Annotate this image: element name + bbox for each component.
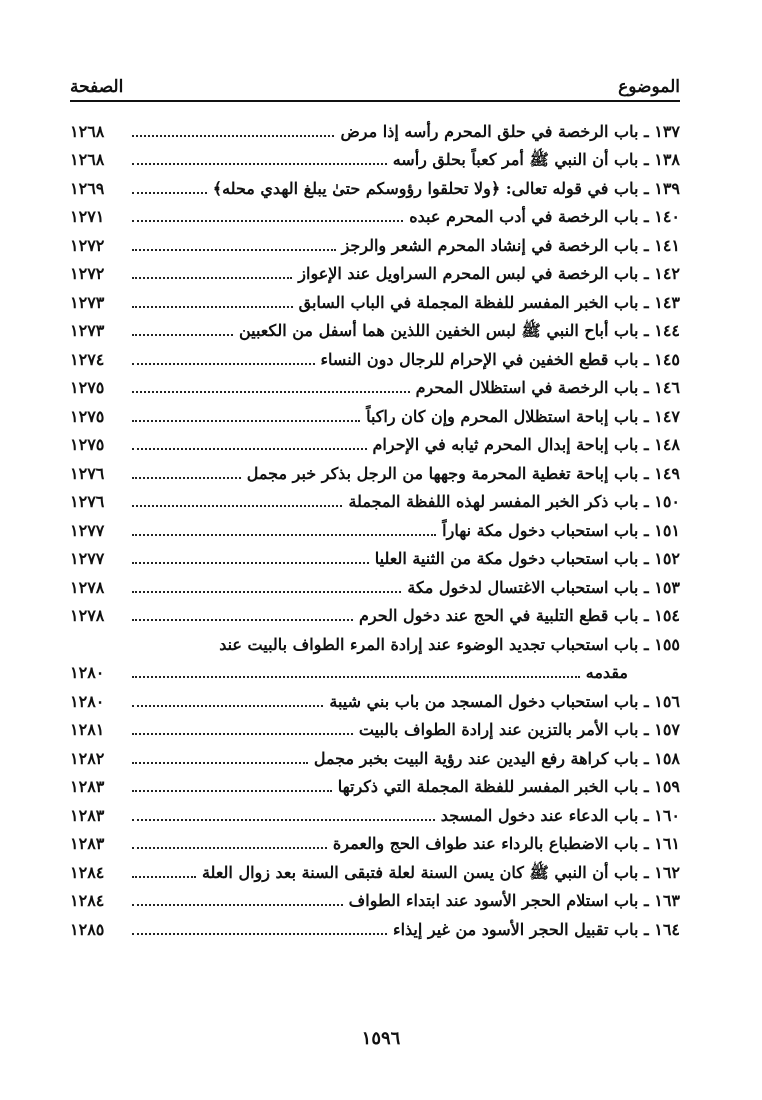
toc-entry	[70, 854, 680, 883]
toc-entry-page: ١٢٧٨	[70, 606, 105, 625]
toc-entry-page: ١٢٧٦	[70, 492, 105, 511]
dot-leader	[132, 534, 436, 536]
toc-entry-page: ١٢٧٦	[70, 463, 105, 483]
toc-entry-title: ١٥٤ ـ باب قطع التلبية في الحج عند دخول الحرم	[359, 606, 680, 625]
toc-entry	[70, 683, 680, 712]
toc-entry	[70, 170, 680, 199]
toc-entry-title: ١٦٤ ـ باب تقبيل الحجر الأسود من غير إيذاء	[393, 919, 680, 939]
toc-entry	[70, 883, 680, 912]
dot-leader	[132, 733, 353, 735]
toc-entry	[70, 398, 680, 427]
toc-entry-page: ١٢٨٣	[70, 777, 105, 796]
dot-leader	[132, 334, 233, 336]
dot-leader	[132, 790, 332, 792]
toc-entry-page: ١٢٨٣	[70, 834, 105, 853]
toc-entry-page: ١٢٨٢	[70, 748, 105, 768]
toc-entry-page: ١٢٧٤	[70, 349, 105, 369]
toc-entry	[70, 227, 680, 256]
toc-entry	[70, 113, 680, 142]
dot-leader	[132, 505, 342, 507]
table-of-contents	[70, 113, 680, 940]
toc-entry	[70, 541, 680, 570]
dot-leader	[132, 904, 343, 906]
toc-entry	[70, 313, 680, 342]
dot-leader	[132, 220, 403, 222]
toc-entry	[70, 370, 680, 399]
toc-entry	[70, 341, 680, 370]
toc-entry-page: ١٢٨٣	[70, 805, 105, 825]
toc-entry	[70, 712, 680, 741]
toc-entry-title: ١٤١ ـ باب الرخصة في إنشاد المحرم الشعر والرجز	[341, 235, 680, 255]
dot-leader	[132, 762, 308, 764]
toc-entry-page: ١٢٧٢	[70, 235, 105, 255]
dot-leader	[132, 391, 410, 393]
toc-entry	[70, 826, 680, 855]
dot-leader	[132, 363, 315, 365]
dot-leader	[132, 135, 334, 137]
toc-entry	[70, 427, 680, 456]
toc-header	[70, 74, 680, 102]
toc-entry-title: ١٥٨ ـ باب كراهة رفع اليدين عند رؤية البيت بخبر مجمل	[313, 748, 680, 768]
dot-leader	[132, 420, 360, 422]
toc-entry	[70, 142, 680, 171]
toc-entry-page: ١٢٨٤	[70, 862, 105, 882]
toc-entry-title: ١٦٣ ـ باب استلام الحجر الأسود عند ابتداء الطواف	[348, 891, 680, 910]
toc-entry	[70, 797, 680, 826]
toc-entry-title: ١٤٤ ـ باب أباح النبي ﷺ لبس الخفين اللذين هما أسفل من الكعبين	[238, 321, 680, 340]
dot-leader	[132, 619, 353, 621]
toc-entry-title: ١٥٧ ـ باب الأمر بالتزين عند إرادة الطواف بالبيت	[358, 720, 680, 739]
page-column-label: الصفحة	[70, 77, 124, 97]
toc-entry-page: ١٢٧٥	[70, 435, 105, 454]
toc-entry-title: ١٥٠ ـ باب ذكر الخبر المفسر لهذه اللفظة المجملة	[348, 492, 680, 511]
toc-entry-page: ١٢٧١	[70, 207, 105, 226]
dot-leader	[132, 277, 292, 279]
toc-entry	[70, 626, 680, 683]
dot-leader	[132, 562, 369, 564]
toc-entry	[70, 199, 680, 228]
toc-entry-page: ١٢٧٣	[70, 321, 105, 340]
toc-entry-title: ١٤٠ ـ باب الرخصة في أدب المحرم عبده	[409, 207, 680, 226]
dot-leader	[132, 705, 323, 707]
toc-entry-title: ١٤٣ ـ باب الخبر المفسر للفظة المجملة في الباب السابق	[298, 292, 680, 312]
toc-entry-continuation: مقدمه	[585, 663, 628, 682]
dot-leader	[132, 847, 327, 849]
toc-entry	[70, 598, 680, 627]
toc-entry-title: ١٤٩ ـ باب إباحة تغطية المحرمة وجهها من الرجل بذكر خبر مجمل	[246, 463, 680, 483]
toc-entry-title: ١٤٧ ـ باب إباحة استظلال المحرم وإن كان راكباً	[366, 406, 680, 426]
toc-entry-title: ١٤٦ ـ باب الرخصة في استظلال المحرم	[415, 378, 680, 397]
toc-entry-title: ١٣٨ ـ باب أن النبي ﷺ أمر كعباً بحلق رأسه	[392, 150, 680, 169]
toc-entry	[70, 484, 680, 513]
dot-leader	[132, 591, 401, 593]
toc-entry-title: ١٥٣ ـ باب استحباب الاغتسال لدخول مكة	[407, 577, 680, 597]
toc-entry-page: ١٢٧٣	[70, 292, 105, 312]
toc-entry-page: ١٢٨٥	[70, 919, 105, 939]
toc-entry-page: ١٢٨٤	[70, 891, 105, 910]
toc-entry-page: ١٢٦٨	[70, 150, 105, 169]
dot-leader	[132, 933, 387, 935]
dot-leader	[132, 249, 336, 251]
toc-entry-page: ١٢٧٥	[70, 406, 105, 426]
toc-entry-title: ١٥٥ ـ باب استحباب تجديد الوضوء عند إرادة المرء الطواف بالبيت عند	[219, 634, 680, 654]
dot-leader	[132, 306, 293, 308]
toc-entry-page: ١٢٨١	[70, 720, 105, 739]
topic-column-label: الموضوع	[618, 77, 680, 97]
dot-leader	[132, 163, 387, 165]
toc-entry	[70, 284, 680, 313]
toc-entry-title: ١٤٥ ـ باب قطع الخفين في الإحرام للرجال دون النساء	[320, 349, 680, 369]
toc-entry-title: ١٦٢ ـ باب أن النبي ﷺ كان يسن السنة لعلة فتبقى السنة بعد زوال العلة	[201, 862, 680, 882]
dot-leader	[132, 876, 196, 878]
toc-entry-page: ١٢٧٧	[70, 549, 105, 568]
toc-entry-page: ١٢٧٧	[70, 520, 105, 540]
dot-leader	[132, 192, 207, 194]
dot-leader	[132, 676, 580, 678]
toc-entry-title: ١٥٩ ـ باب الخبر المفسر للفظة المجملة التي ذكرتها	[337, 777, 680, 796]
toc-entry	[70, 455, 680, 484]
toc-entry-title: ١٥٢ ـ باب استحباب دخول مكة من الثنية العليا	[374, 549, 680, 568]
toc-entry-title: ١٣٧ ـ باب الرخصة في حلق المحرم رأسه إذا مرض	[340, 121, 680, 141]
toc-entry	[70, 569, 680, 598]
toc-entry-title: ١٤٢ ـ باب الرخصة في لبس المحرم السراويل عند الإعواز	[298, 264, 680, 283]
toc-entry-title: ١٤٨ ـ باب إباحة إبدال المحرم ثيابه في الإحرام	[372, 435, 680, 454]
toc-entry-title: ١٣٩ ـ باب في قوله تعالى: ﴿ولا تحلقوا رؤوسكم حتىٰ يبلغ الهدي محله﴾	[212, 178, 680, 198]
toc-entry-page: ١٢٧٨	[70, 577, 105, 597]
dot-leader	[132, 477, 241, 479]
toc-entry-page: ١٢٧٢	[70, 264, 105, 283]
toc-entry-title: ١٥١ ـ باب استحباب دخول مكة نهاراً	[442, 520, 680, 540]
toc-entry-page: ١٢٦٩	[70, 178, 105, 198]
toc-entry-title: ١٦١ ـ باب الاضطباع بالرداء عند طواف الحج والعمرة	[332, 834, 680, 853]
toc-entry	[70, 911, 680, 940]
toc-entry	[70, 740, 680, 769]
toc-entry	[70, 769, 680, 798]
toc-entry-page: ١٢٨٠	[70, 663, 105, 682]
toc-entry-title: ١٦٠ ـ باب الدعاء عند دخول المسجد	[440, 805, 680, 825]
toc-entry	[70, 256, 680, 285]
page-number: ١٥٩٦	[361, 1028, 401, 1049]
toc-entry-page: ١٢٧٥	[70, 378, 105, 397]
toc-entry	[70, 512, 680, 541]
dot-leader	[132, 448, 367, 450]
toc-entry-page: ١٢٨٠	[70, 691, 105, 711]
toc-entry-page: ١٢٦٨	[70, 121, 105, 141]
toc-entry-title: ١٥٦ ـ باب استحباب دخول المسجد من باب بني شيبة	[329, 691, 680, 711]
dot-leader	[132, 819, 435, 821]
